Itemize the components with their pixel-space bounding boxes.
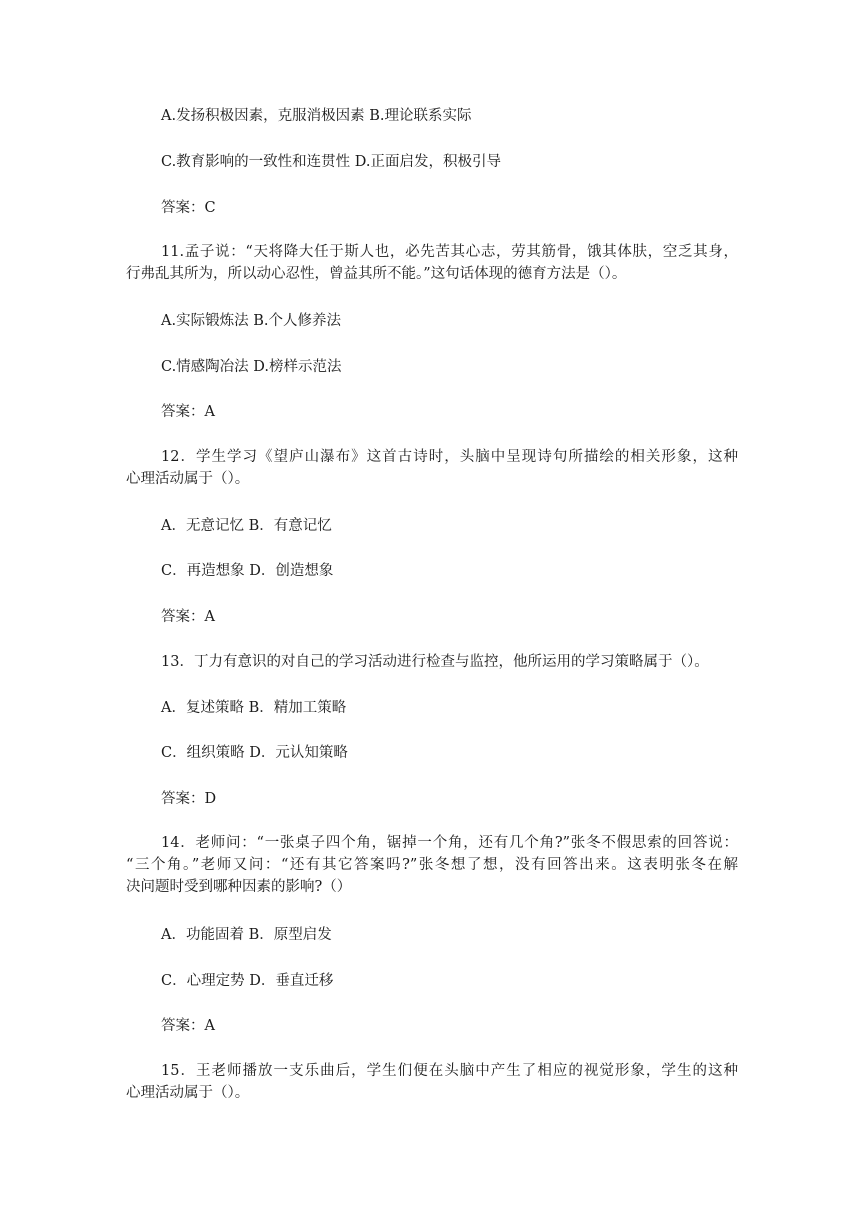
q14-options-cd: C．心理定势 D．垂直迁移 [161, 973, 334, 989]
q15-stem-line-1: 15．王老师播放一支乐曲后，学生们便在头脑中产生了相应的视觉形象，学生的这种 [161, 1063, 738, 1079]
q12-stem [126, 446, 738, 490]
q10-options-cd: C.教育影响的一致性和连贯性 D.正面启发，积极引导 [161, 154, 502, 170]
q14-stem [126, 832, 738, 898]
q11-answer: 答案：A [161, 404, 215, 420]
q11-stem-line-2: 行弗乱其所为，所以动心忍性，曾益其所不能。”这句话体现的德育方法是（）。 [126, 266, 627, 282]
q11-options-ab: A.实际锻炼法 B.个人修养法 [161, 313, 341, 329]
q12-stem-line-2: 心理活动属于（）。 [126, 471, 250, 487]
q10-answer: 答案：C [161, 200, 216, 216]
q13-answer: 答案：D [161, 791, 217, 807]
q13-options-cd: C．组织策略 D．元认知策略 [161, 745, 348, 761]
q11-options-cd: C.情感陶冶法 D.榜样示范法 [161, 359, 342, 375]
q15-stem [126, 1060, 738, 1104]
q14-stem-line-2: “三个角。”老师又问：“还有其它答案吗?”张冬想了想，没有回答出来。这表明张冬在解 [126, 857, 738, 873]
q14-stem-line-3: 决问题时受到哪种因素的影响?（） [126, 879, 352, 895]
q13-options-ab: A．复述策略 B．精加工策略 [161, 700, 347, 716]
q11-stem-line-1: 11.孟子说：“天将降大任于斯人也，必先苦其心志，劳其筋骨，饿其体肤，空乏其身， [161, 244, 738, 260]
q15-stem-line-2: 心理活动属于（）。 [126, 1085, 250, 1101]
q12-stem-line-1: 12．学生学习《望庐山瀑布》这首古诗时，头脑中呈现诗句所描绘的相关形象，这种 [161, 449, 738, 465]
q10-options-ab: A.发扬积极因素，克服消极因素 B.理论联系实际 [161, 108, 472, 124]
q12-answer: 答案：A [161, 609, 215, 625]
q14-stem-line-1: 14．老师问：“一张桌子四个角，锯掉一个角，还有几个角?”张冬不假思索的回答说： [161, 835, 738, 851]
q11-stem [126, 241, 738, 285]
q14-answer: 答案：A [161, 1018, 215, 1034]
q13-stem: 13．丁力有意识的对自己的学习活动进行检查与监控，他所运用的学习策略属于（）。 [161, 654, 709, 670]
q12-options-cd: C．再造想象 D．创造想象 [161, 563, 334, 579]
q12-options-ab: A．无意记忆 B．有意记忆 [161, 518, 332, 534]
q14-options-ab: A．功能固着 B．原型启发 [161, 927, 332, 943]
